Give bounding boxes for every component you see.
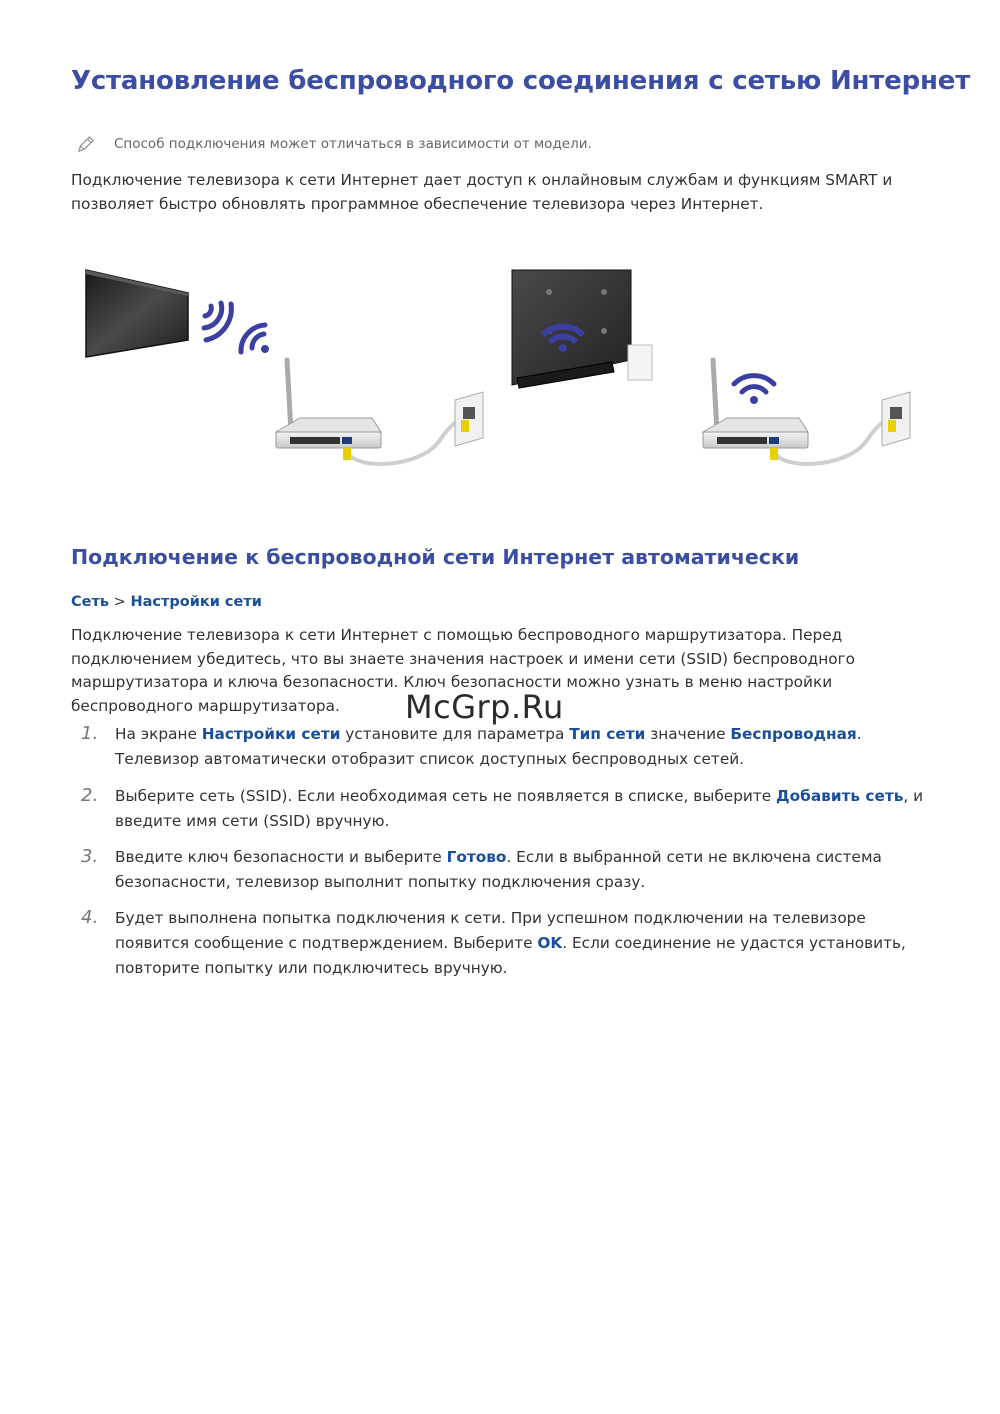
wifi-signal-icon xyxy=(734,376,774,404)
ok-button-ref[interactable]: OK xyxy=(537,934,563,952)
tv-icon xyxy=(86,270,188,357)
step-number: 2. xyxy=(81,785,99,806)
page-title: Установление беспроводного соединения с сетью Интернет xyxy=(71,66,971,96)
router-icon xyxy=(276,360,381,448)
cable-plug-icon xyxy=(770,448,778,460)
step-text: Будет выполнена попытка подключения к сети. При успешном подключении на телевизоре появится сообщение с подтверждением. Выберите OK. Если соединение не удастся установить, повторите попытку или подключитесь вручную. xyxy=(115,909,906,977)
step-3 xyxy=(71,845,941,895)
breadcrumb-separator: > xyxy=(109,594,131,610)
add-network-link[interactable]: Добавить сеть xyxy=(776,787,904,805)
section-description: Подключение телевизора к сети Интернет с помощью беспроводного маршрутизатора. Перед подключением убедитесь, что вы знаете значения настроек и имени сети (SSID) беспроводного маршрутизатора и ключа безопасности. Ключ безопасности можно узнать в меню настройки беспроводного маршрутизатора. xyxy=(71,626,855,715)
step-number: 4. xyxy=(81,907,99,928)
step-text: Введите ключ безопасности и выберите Готово. Если в выбранной сети не включена система безопасности, телевизор выполнит попытку подключения сразу. xyxy=(115,848,882,891)
breadcrumb xyxy=(71,594,262,610)
section-title: Подключение к беспроводной сети Интернет автоматически xyxy=(71,545,800,569)
connection-illustration xyxy=(0,0,1000,520)
wifi-waves-icon xyxy=(204,303,269,353)
step-2 xyxy=(71,784,941,834)
cable-plug-icon xyxy=(343,448,351,460)
intro-line-1: Подключение телевизора к сети Интернет дает доступ к онлайновым службам и функциям SMART и xyxy=(71,171,893,189)
done-button-ref[interactable]: Готово xyxy=(446,848,507,866)
step-text: Выберите сеть (SSID). Если необходимая сеть не появляется в списке, выберите Добавить сеть, и введите имя сети (SSID) вручную. xyxy=(115,787,924,830)
network-settings-link[interactable]: Настройки сети xyxy=(201,725,341,743)
wall-socket-icon xyxy=(882,392,910,446)
breadcrumb-network-settings[interactable]: Настройки сети xyxy=(130,594,262,610)
network-type-link[interactable]: Тип сети xyxy=(569,725,646,743)
wireless-option[interactable]: Беспроводная xyxy=(730,725,857,743)
step-number: 1. xyxy=(81,723,99,744)
intro-line-2: позволяет быстро обновлять программное обеспечение телевизора через Интернет. xyxy=(71,195,764,213)
watermark: McGrp.Ru xyxy=(405,688,564,726)
breadcrumb-network[interactable]: Сеть xyxy=(71,594,110,610)
note-text: Способ подключения может отличаться в зависимости от модели. xyxy=(114,136,592,152)
step-text: На экране Настройки сети установите для параметра Тип сети значение Беспроводная. Телевизор автоматически отобразит список доступных беспроводных сетей. xyxy=(115,725,862,768)
step-number: 3. xyxy=(81,846,99,867)
wall-socket-icon xyxy=(455,392,483,446)
step-1 xyxy=(71,722,941,772)
step-4 xyxy=(71,906,941,981)
